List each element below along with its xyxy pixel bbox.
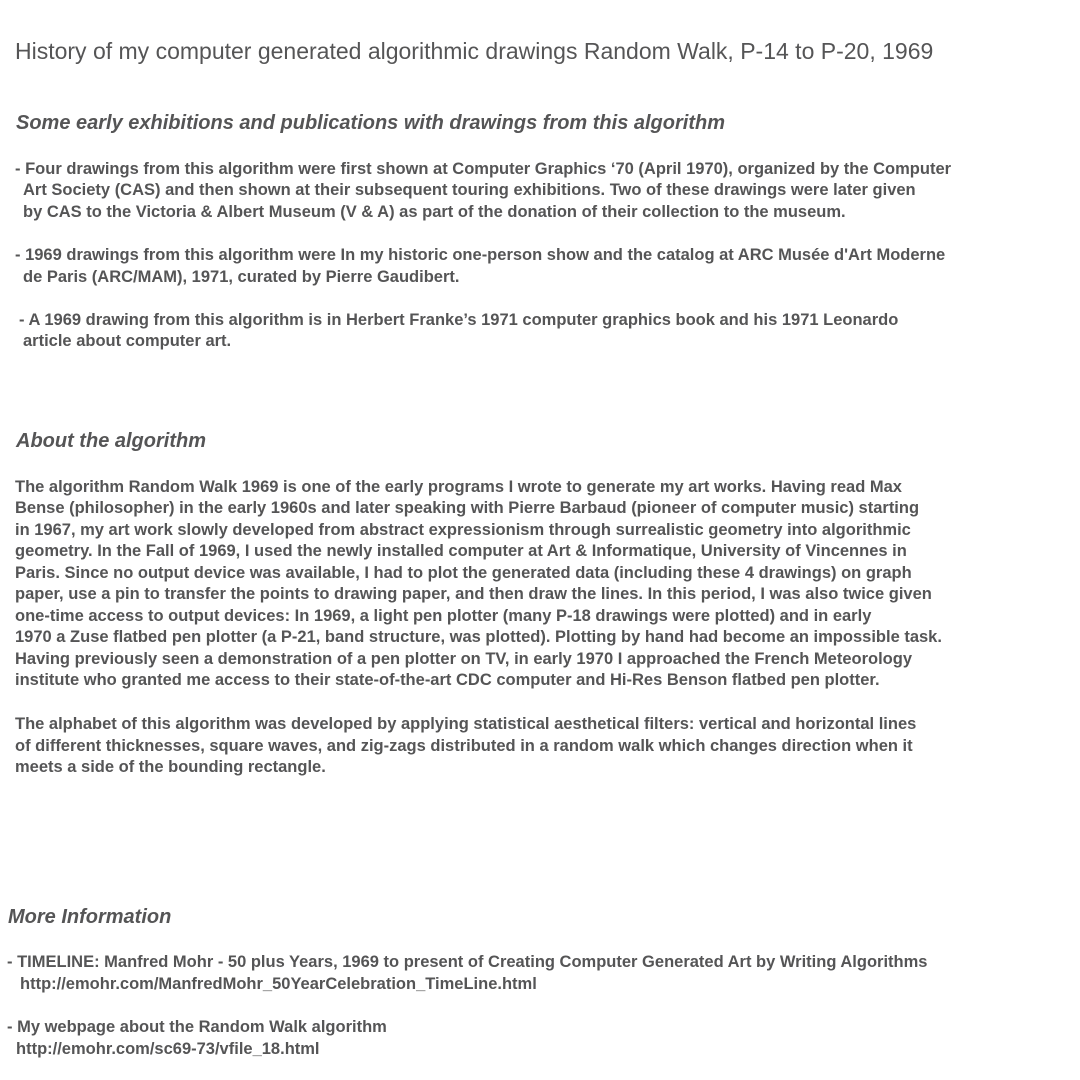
exhibition-item-1-line-1: - Four drawings from this algorithm were first shown at Computer Graphics ‘70 (April 1970), organized by the Computer [15,160,952,178]
exhibition-item-2-line-1: - 1969 drawings from this algorithm were In my historic one-person show and the catalog at ARC Musée d'Art Moderne [15,246,946,264]
algorithm-p1-line-3: in 1967, my art work slowly developed from abstract expressionism through surrealistic geometry into algorithmic [15,521,911,539]
algorithm-p1-line-8: 1970 a Zuse flatbed pen plotter (a P-21, band structure, was plotted). Plotting by hand had become an impossible task. [15,628,942,646]
algorithm-p1-line-1: The algorithm Random Walk 1969 is one of the early programs I wrote to generate my art works. Having read Max [15,478,902,496]
exhibition-item-1-line-2: Art Society (CAS) and then shown at their subsequent touring exhibitions. Two of these drawings were later given [23,181,916,199]
algorithm-p2-line-1: The alphabet of this algorithm was developed by applying statistical aesthetical filters: vertical and horizontal lines [15,715,917,733]
algorithm-p1-line-4: geometry. In the Fall of 1969, I used the newly installed computer at Art & Informatique, University of Vincennes in [15,542,907,560]
algorithm-p1-line-7: one-time access to output devices: In 1969, a light pen plotter (many P-18 drawings were plotted) and in early [15,607,872,625]
webpage-line: - My webpage about the Random Walk algorithm [7,1018,387,1036]
exhibition-item-1-line-3: by CAS to the Victoria & Albert Museum (V & A) as part of the donation of their collection to the museum. [23,203,846,221]
page-title: History of my computer generated algorithmic drawings Random Walk, P-14 to P-20, 1969 [15,38,934,64]
timeline-line: - TIMELINE: Manfred Mohr - 50 plus Years, 1969 to present of Creating Computer Generated Art by Writing Algorithms [7,953,928,971]
webpage-url: http://emohr.com/sc69-73/vfile_18.html [16,1040,320,1058]
timeline-url: http://emohr.com/ManfredMohr_50YearCelebration_TimeLine.html [20,975,537,993]
algorithm-p2-line-2: of different thicknesses, square waves, and zig-zags distributed in a random walk which changes direction when it [15,737,913,755]
algorithm-p1-line-9: Having previously seen a demonstration of a pen plotter on TV, in early 1970 I approached the French Meteorology [15,650,913,668]
exhibition-item-3-line-1: - A 1969 drawing from this algorithm is in Herbert Franke’s 1971 computer graphics book and his 1971 Leonardo [19,311,899,329]
algorithm-heading: About the algorithm [16,430,206,452]
algorithm-p2-line-3: meets a side of the bounding rectangle. [15,758,326,776]
exhibition-item-2-line-2: de Paris (ARC/MAM), 1971, curated by Pierre Gaudibert. [23,268,460,286]
algorithm-p1-line-6: paper, use a pin to transfer the points to drawing paper, and then draw the lines. In this period, I was also twice given [15,585,932,603]
algorithm-p1-line-5: Paris. Since no output device was available, I had to plot the generated data (including these 4 drawings) on graph [15,564,912,582]
algorithm-p1-line-10: institute who granted me access to their state-of-the-art CDC computer and Hi-Res Benson flatbed pen plotter. [15,671,880,689]
algorithm-p1-line-2: Bense (philosopher) in the early 1960s and later speaking with Pierre Barbaud (pioneer of computer music) starting [15,499,920,517]
exhibitions-heading: Some early exhibitions and publications with drawings from this algorithm [16,112,725,134]
more-info-heading: More Information [8,906,172,928]
exhibition-item-3-line-2: article about computer art. [23,332,232,350]
